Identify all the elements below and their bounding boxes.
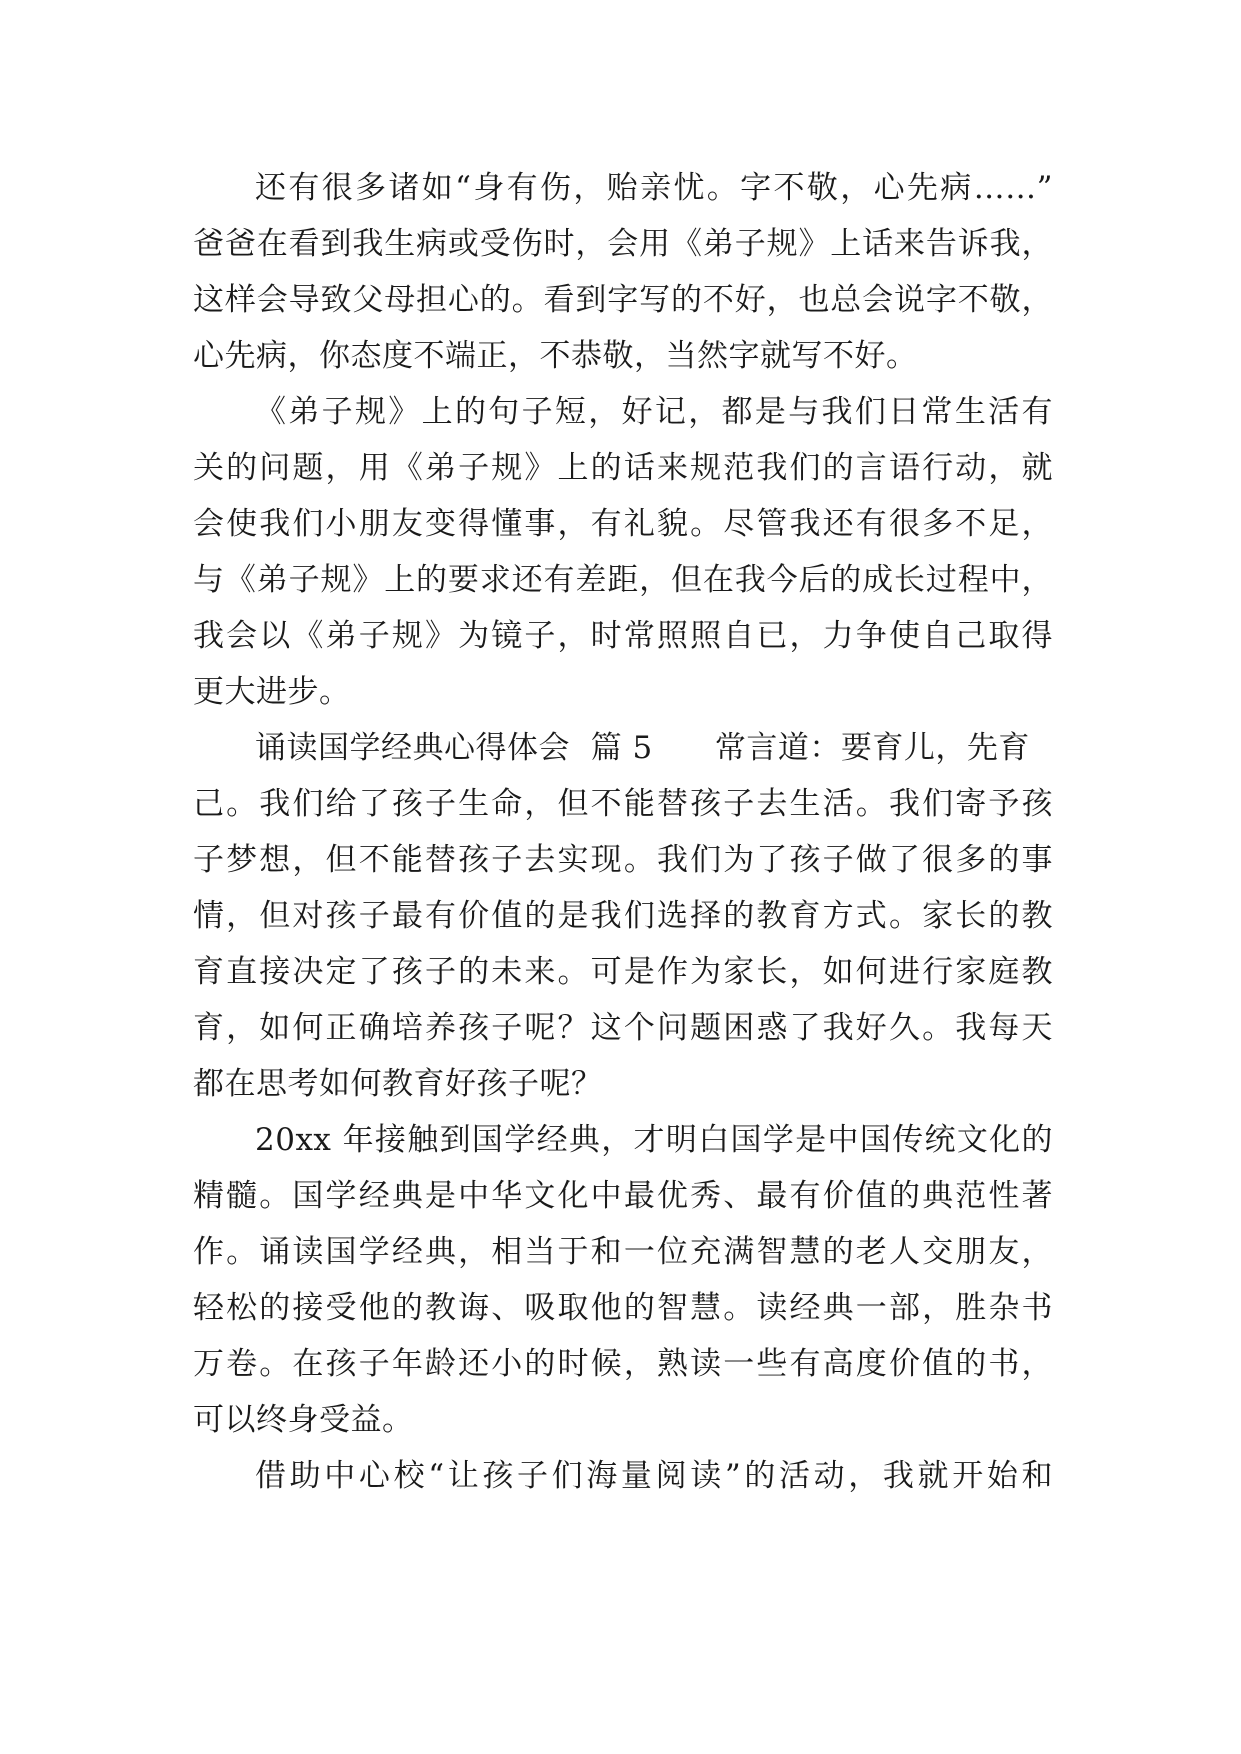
- text-line: 会使我们小朋友变得懂事，有礼貌。尽管我还有很多不足，: [193, 506, 1053, 542]
- paragraph: [193, 160, 1053, 384]
- text-line: 子梦想，但不能替孩子去实现。我们为了孩子做了很多的事: [193, 842, 1053, 878]
- section-heading-line: 诵读国学经典心得体会 篇 5 常言道：要育儿，先育: [255, 730, 1030, 766]
- text-line: 情，但对孩子最有价值的是我们选择的教育方式。家长的教: [193, 898, 1053, 934]
- text-line: 这样会导致父母担心的。看到字写的不好，也总会说字不敬，: [193, 282, 1053, 318]
- text-line: 精髓。国学经典是中华文化中最优秀、最有价值的典范性著: [193, 1178, 1053, 1214]
- text-line: 轻松的接受他的教诲、吸取他的智慧。读经典一部，胜杂书: [193, 1290, 1053, 1326]
- text-line: 都在思考如何教育好孩子呢？: [193, 1066, 603, 1102]
- text-line: 关的问题，用《弟子规》上的话来规范我们的言语行动，就: [193, 450, 1053, 486]
- text-line: 万卷。在孩子年龄还小的时候，熟读一些有高度价值的书，: [193, 1346, 1053, 1382]
- document-body: [193, 160, 1053, 1504]
- text-line: 我会以《弟子规》为镜子，时常照照自已，力争使自己取得: [193, 618, 1053, 654]
- text-line: 还有很多诸如“身有伤，贻亲忧。字不敬，心先病……”: [255, 170, 1053, 206]
- paragraph: [193, 720, 1053, 1112]
- text-line: 可以终身受益。: [193, 1402, 414, 1438]
- text-line: 心先病，你态度不端正，不恭敬，当然字就写不好。: [193, 338, 918, 374]
- paragraph: [193, 384, 1053, 720]
- text-line: 20xx 年接触到国学经典，才明白国学是中国传统文化的: [255, 1122, 1053, 1158]
- paragraph: [193, 1448, 1053, 1504]
- text-line: 育，如何正确培养孩子呢？这个问题困惑了我好久。我每天: [193, 1010, 1053, 1046]
- text-line: 育直接决定了孩子的未来。可是作为家长，如何进行家庭教: [193, 954, 1053, 990]
- text-line: 《弟子规》上的句子短，好记，都是与我们日常生活有: [255, 394, 1053, 430]
- text-line: 爸爸在看到我生病或受伤时，会用《弟子规》上话来告诉我，: [193, 226, 1053, 262]
- paragraph: [193, 1112, 1053, 1448]
- text-line: 作。诵读国学经典，相当于和一位充满智慧的老人交朋友，: [193, 1234, 1053, 1270]
- text-line: 更大进步。: [193, 674, 351, 710]
- text-line: 与《弟子规》上的要求还有差距，但在我今后的成长过程中，: [193, 562, 1053, 598]
- text-line: 己。我们给了孩子生命，但不能替孩子去生活。我们寄予孩: [193, 786, 1053, 822]
- text-line: 借助中心校“让孩子们海量阅读”的活动，我就开始和: [255, 1458, 1053, 1494]
